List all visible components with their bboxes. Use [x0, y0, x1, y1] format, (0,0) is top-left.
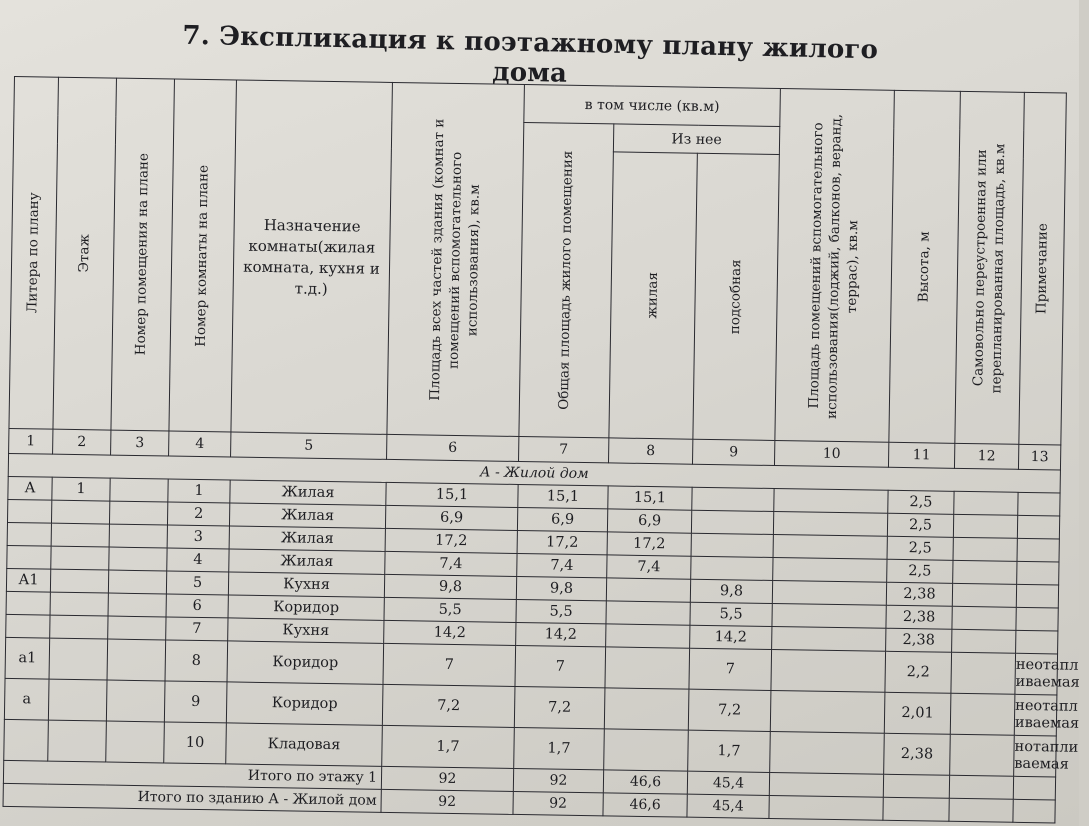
cell-vsp: [773, 557, 887, 582]
cell-aux: 7,2: [688, 689, 771, 731]
cell-floor: 1: [52, 477, 110, 501]
cell-aux: 1,7: [688, 730, 771, 772]
cell-room: 1: [168, 479, 230, 503]
cell-total: 7,2: [514, 686, 605, 728]
cell-height: 2,5: [887, 513, 953, 537]
totals-area: 92: [381, 789, 513, 814]
header-nomer-komnaty: Номер комнаты на плане: [169, 79, 237, 432]
cell-name: Коридор: [228, 595, 384, 620]
cell-aux: 9,8: [690, 579, 772, 603]
cell-room: 9: [164, 681, 227, 723]
data-rows: [4, 476, 1080, 776]
cell-total: 9,8: [516, 576, 606, 600]
cell-living: [604, 688, 689, 730]
cell-vsp: [771, 649, 886, 692]
header-podsobnaya: подсобная: [693, 153, 779, 440]
totals-label: Итого по зданию А - Жилой дом: [3, 783, 381, 812]
cell-vsp: [770, 731, 885, 774]
cell-area: 9,8: [384, 574, 516, 599]
cell-total: 17,2: [517, 530, 607, 554]
cell-lit: [7, 499, 51, 523]
cell-aux: 14,2: [690, 625, 772, 649]
totals-empty-cell: [949, 775, 1013, 799]
cell-note: [1016, 584, 1058, 608]
totals-empty-cell: [883, 797, 949, 821]
cell-area: 1,7: [382, 725, 515, 768]
cell-room: 7: [166, 617, 228, 641]
totals-empty-cell: [1013, 799, 1055, 823]
section-title: А - Жилой дом: [8, 453, 1060, 493]
cell-samov: [952, 629, 1016, 653]
totals-empty-cell: [949, 798, 1013, 822]
cell-note: [1018, 492, 1060, 516]
cell-floor: [51, 500, 109, 524]
cell-samov: [953, 537, 1017, 561]
cell-name: Жилая: [229, 503, 385, 528]
totals-aux: 45,4: [687, 771, 769, 795]
cell-lit: А: [8, 476, 52, 500]
totals-empty-cell: [883, 774, 949, 798]
cell-total: 6,9: [517, 507, 607, 531]
cell-aux: [692, 487, 774, 511]
cell-living: [606, 624, 690, 648]
cell-area: 7: [383, 643, 516, 686]
cell-samov: [950, 734, 1015, 776]
cell-height: 2,5: [887, 559, 953, 583]
cell-note: [1017, 538, 1059, 562]
cell-vsp: [774, 488, 888, 513]
column-number: 2: [53, 429, 111, 455]
cell-floor: [51, 546, 109, 570]
cell-pom: [106, 680, 165, 722]
totals-empty-cell: [1013, 776, 1055, 800]
cell-samov: [954, 491, 1018, 515]
cell-pom: [109, 524, 167, 548]
cell-lit: [6, 614, 50, 638]
cell-lit: [7, 545, 51, 569]
cell-lit: а1: [5, 637, 50, 679]
column-number: 6: [387, 434, 519, 461]
header-v-tom-chisle: в том числе (кв.м): [524, 85, 781, 127]
column-number: 7: [519, 436, 609, 462]
cell-total: 7: [515, 645, 606, 687]
header-etazh: Этаж: [53, 77, 117, 430]
cell-height: 2,5: [887, 536, 953, 560]
cell-area: 15,1: [386, 482, 518, 507]
cell-lit: А1: [6, 568, 50, 592]
cell-samov: [950, 693, 1015, 735]
cell-floor: [48, 679, 107, 721]
column-number: 1: [9, 428, 53, 454]
header-ploshchad-vsekh: Площадь всех частей здания (комнат и помещений вспомогательного использования), кв.м: [387, 82, 525, 436]
totals-empty-cell: [769, 772, 883, 797]
cell-floor: [49, 638, 108, 680]
cell-room: 6: [166, 594, 228, 618]
cell-living: [606, 601, 690, 625]
cell-area: 5,5: [384, 597, 516, 622]
cell-living: 6,9: [607, 509, 691, 533]
cell-note: неотапл иваемая: [1014, 694, 1057, 736]
cell-aux: [691, 510, 773, 534]
header-primechanie: Примечание: [1019, 92, 1067, 445]
column-number: 13: [1018, 444, 1060, 470]
totals-living: 46,6: [603, 770, 687, 794]
header-obshchaya: Общая площадь жилого помещения: [519, 123, 614, 438]
cell-vsp: [773, 511, 887, 536]
column-number: 9: [692, 439, 774, 465]
cell-height: 2,38: [884, 733, 951, 775]
cell-aux: [691, 533, 773, 557]
cell-pom: [107, 639, 166, 681]
totals-label: Итого по этажу 1: [3, 760, 381, 789]
cell-area: 7,2: [382, 684, 515, 727]
cell-note: [1016, 607, 1058, 631]
cell-room: 5: [166, 571, 228, 595]
cell-area: 17,2: [385, 528, 517, 553]
cell-room: 2: [167, 502, 229, 526]
cell-name: Кухня: [228, 618, 384, 643]
cell-floor: [50, 615, 108, 639]
header-litera: Литера по плану: [9, 77, 59, 430]
cell-aux: [691, 556, 773, 580]
cell-height: 2,38: [886, 605, 952, 629]
header-naznachenie: Назначение комнаты(жилая комната, кухня и т.д.): [231, 80, 393, 434]
cell-living: [605, 647, 690, 689]
cell-room: 3: [167, 525, 229, 549]
header-iz-nee: Из нее: [613, 124, 779, 155]
cell-living: [606, 578, 690, 602]
cell-note: [1016, 630, 1058, 654]
cell-floor: [51, 523, 109, 547]
totals-total: 92: [513, 791, 603, 815]
cell-samov: [953, 514, 1017, 538]
cell-total: 5,5: [516, 599, 606, 623]
cell-note: [1017, 515, 1059, 539]
cell-samov: [951, 652, 1016, 694]
cell-floor: [50, 569, 108, 593]
cell-vsp: [772, 626, 886, 651]
cell-samov: [952, 583, 1016, 607]
header-nomer-pomeshcheniya: Номер помещения на плане: [111, 78, 175, 431]
cell-vsp: [770, 690, 885, 733]
cell-name: Жилая: [229, 549, 385, 574]
cell-height: 2,2: [885, 651, 952, 693]
cell-name: Кухня: [228, 572, 384, 597]
cell-pom: [108, 570, 166, 594]
cell-height: 2,01: [884, 692, 951, 734]
cell-vsp: [772, 580, 886, 605]
cell-name: Жилая: [229, 526, 385, 551]
cell-lit: [7, 522, 51, 546]
column-number: 3: [111, 430, 169, 456]
cell-vsp: [772, 603, 886, 628]
column-number: 10: [774, 440, 888, 467]
cell-note: нотапли ваемая: [1014, 735, 1057, 777]
cell-name: Жилая: [230, 480, 386, 505]
cell-pom: [108, 616, 166, 640]
cell-floor: [48, 720, 107, 762]
cell-pom: [110, 478, 168, 502]
totals-aux: 45,4: [687, 794, 769, 818]
cell-lit: а: [4, 678, 49, 720]
cell-area: 6,9: [385, 505, 517, 530]
totals-total: 92: [513, 768, 603, 792]
cell-living: 15,1: [608, 486, 692, 510]
header-zhilaya: жилая: [609, 152, 697, 439]
cell-pom: [109, 501, 167, 525]
cell-name: Коридор: [227, 641, 384, 684]
cell-area: 14,2: [384, 620, 516, 645]
cell-room: 10: [164, 722, 227, 764]
cell-living: 17,2: [607, 532, 691, 556]
cell-name: Коридор: [226, 682, 383, 725]
header-vysota: Высота, м: [889, 90, 961, 443]
cell-floor: [50, 592, 108, 616]
header-vspomogatelnaya: Площадь помещений вспомогательного использования(лоджий, балконов, веранд, террас), кв.м: [775, 89, 895, 443]
cell-samov: [953, 560, 1017, 584]
cell-height: 2,38: [886, 582, 952, 606]
column-number: 12: [954, 443, 1018, 469]
totals-living: 46,6: [603, 793, 687, 817]
header-samovolno: Самовольно переустроенная или перепланированная площадь, кв.м: [955, 91, 1025, 444]
cell-aux: 5,5: [690, 602, 772, 626]
cell-note: [1017, 561, 1059, 585]
cell-vsp: [773, 534, 887, 559]
totals-area: 92: [381, 766, 513, 791]
cell-total: 15,1: [518, 484, 608, 508]
column-number: 11: [888, 442, 954, 468]
totals-empty-cell: [769, 795, 883, 820]
cell-pom: [109, 547, 167, 571]
cell-area: 7,4: [385, 551, 517, 576]
explication-table: [3, 76, 1080, 823]
cell-lit: [4, 719, 49, 761]
cell-pom: [106, 721, 165, 763]
cell-living: 7,4: [607, 555, 691, 579]
cell-total: 14,2: [516, 622, 606, 646]
cell-note: неотапл иваемая: [1015, 653, 1058, 695]
cell-lit: [6, 591, 50, 615]
column-number: 5: [231, 432, 387, 459]
cell-room: 8: [165, 640, 228, 682]
cell-living: [604, 729, 689, 771]
cell-aux: 7: [689, 648, 772, 690]
cell-total: 1,7: [514, 727, 605, 769]
page-title: 7. Экспликация к поэтажному плану жилого дома: [182, 20, 879, 89]
cell-room: 4: [167, 548, 229, 572]
cell-name: Кладовая: [226, 723, 383, 766]
cell-pom: [108, 593, 166, 617]
column-number: 4: [169, 431, 231, 457]
cell-total: 7,4: [517, 553, 607, 577]
cell-samov: [952, 606, 1016, 630]
cell-height: 2,5: [888, 490, 954, 514]
cell-height: 2,38: [886, 628, 952, 652]
column-number: 8: [608, 438, 692, 464]
